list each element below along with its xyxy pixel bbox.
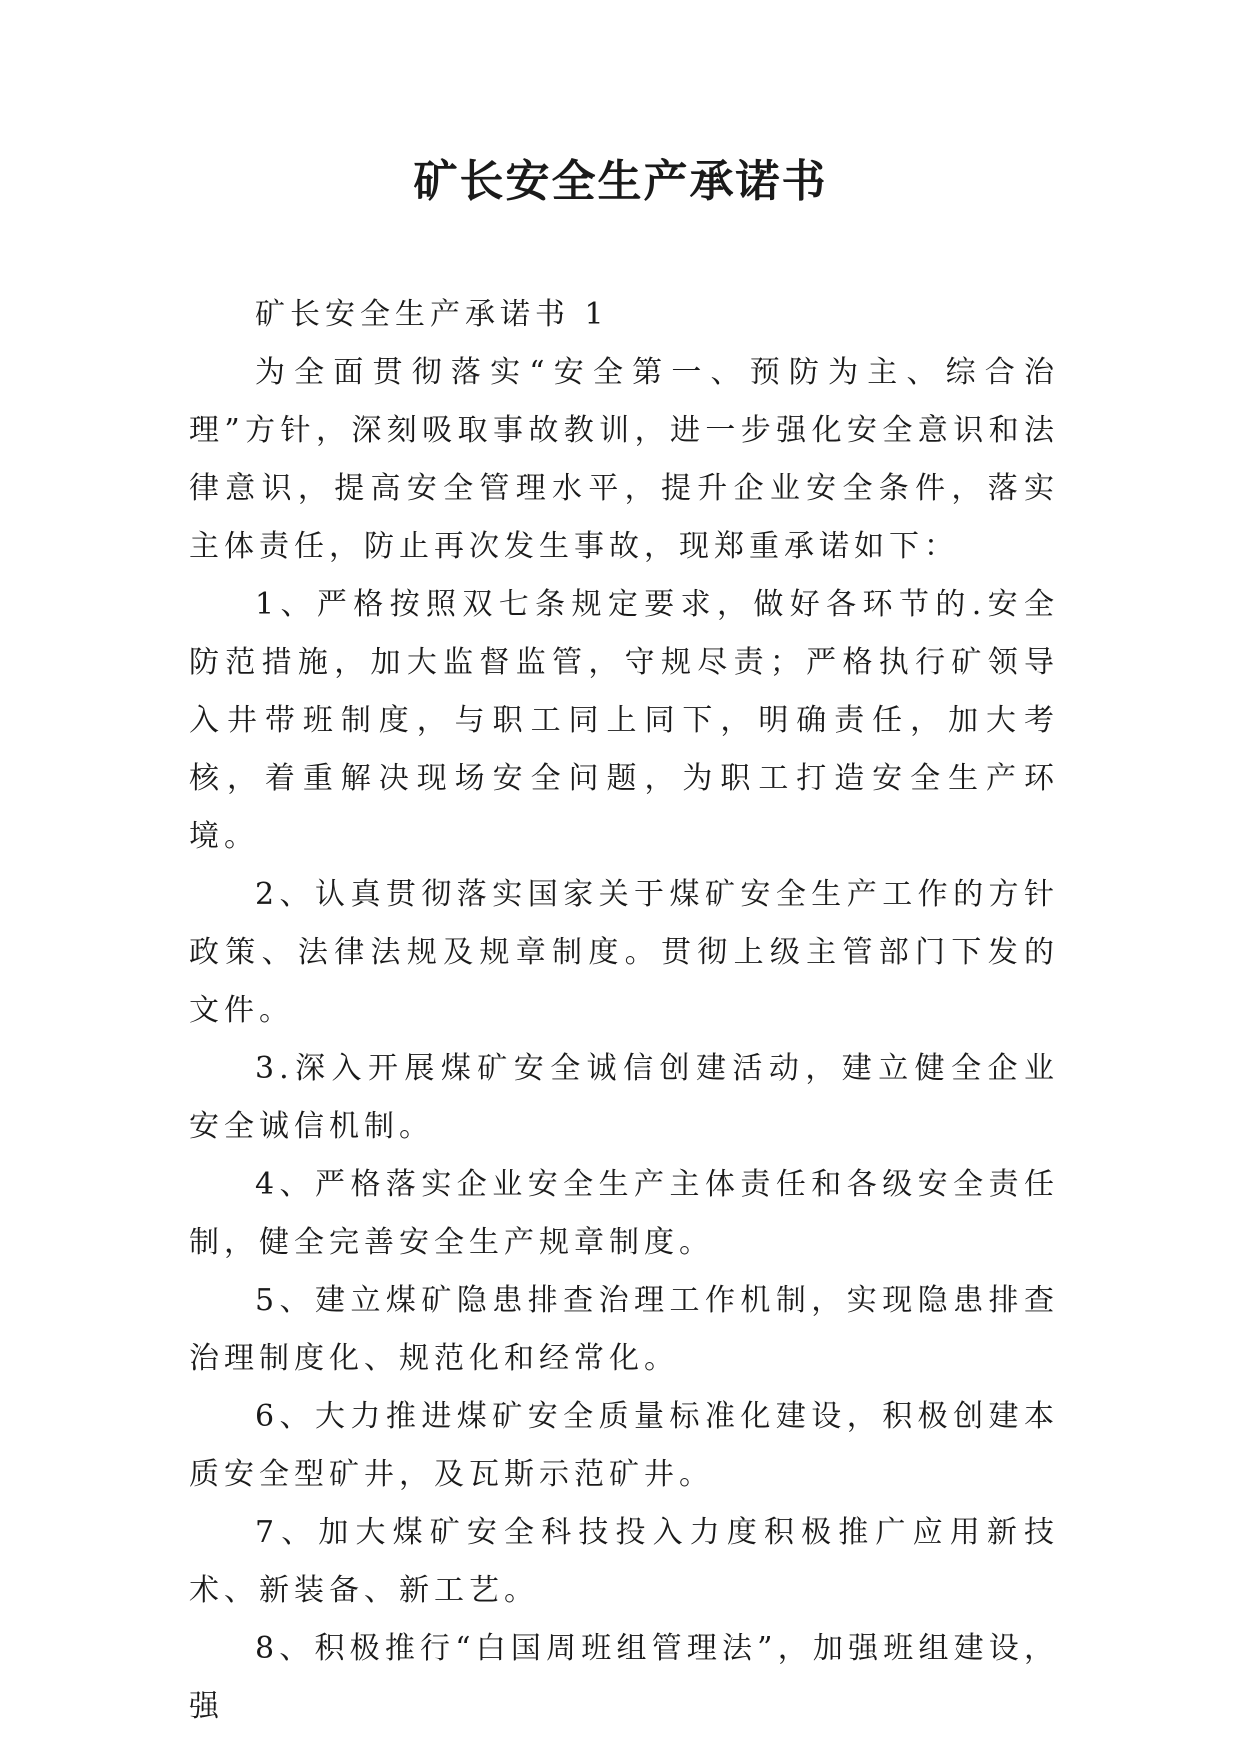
- paragraph-item-7: 7、加大煤矿安全科技投入力度积极推广应用新技术、新装备、新工艺。: [189, 1515, 1059, 1608]
- paragraph-item-5: 5、建立煤矿隐患排查治理工作机制，实现隐患排查治理制度化、规范化和经常化。: [189, 1283, 1059, 1376]
- paragraph-item-3: 3.深入开展煤矿安全诚信创建活动，建立健全企业安全诚信机制。: [189, 1051, 1059, 1144]
- document-body: [189, 286, 1059, 1736]
- paragraph-item-8: 8、积极推行“白国周班组管理法”，加强班组建设，强: [189, 1631, 1059, 1724]
- document-title: 矿长安全生产承诺书: [413, 156, 828, 207]
- paragraph-item-4: 4、严格落实企业安全生产主体责任和各级安全责任制，健全完善安全生产规章制度。: [189, 1167, 1059, 1260]
- paragraph-item-6: 6、大力推进煤矿安全质量标准化建设，积极创建本质安全型矿井，及瓦斯示范矿井。: [189, 1399, 1059, 1492]
- paragraph-intro: 为全面贯彻落实“安全第一、预防为主、综合治理”方针，深刻吸取事故教训，进一步强化安全意识和法律意识，提高安全管理水平，提升企业安全条件，落实主体责任，防止再次发生事故，现郑重承诺如下：: [189, 355, 1059, 564]
- paragraph-item-1: 1、严格按照双七条规定要求，做好各环节的.安全防范措施，加大监督监管，守规尽责；严格执行矿领导入井带班制度，与职工同上同下，明确责任，加大考核，着重解决现场安全问题，为职工打造安全生产环境。: [189, 587, 1059, 854]
- paragraph-subtitle: 矿长安全生产承诺书 1: [255, 297, 609, 332]
- paragraph-item-2: 2、认真贯彻落实国家关于煤矿安全生产工作的方针政策、法律法规及规章制度。贯彻上级主管部门下发的文件。: [189, 877, 1059, 1028]
